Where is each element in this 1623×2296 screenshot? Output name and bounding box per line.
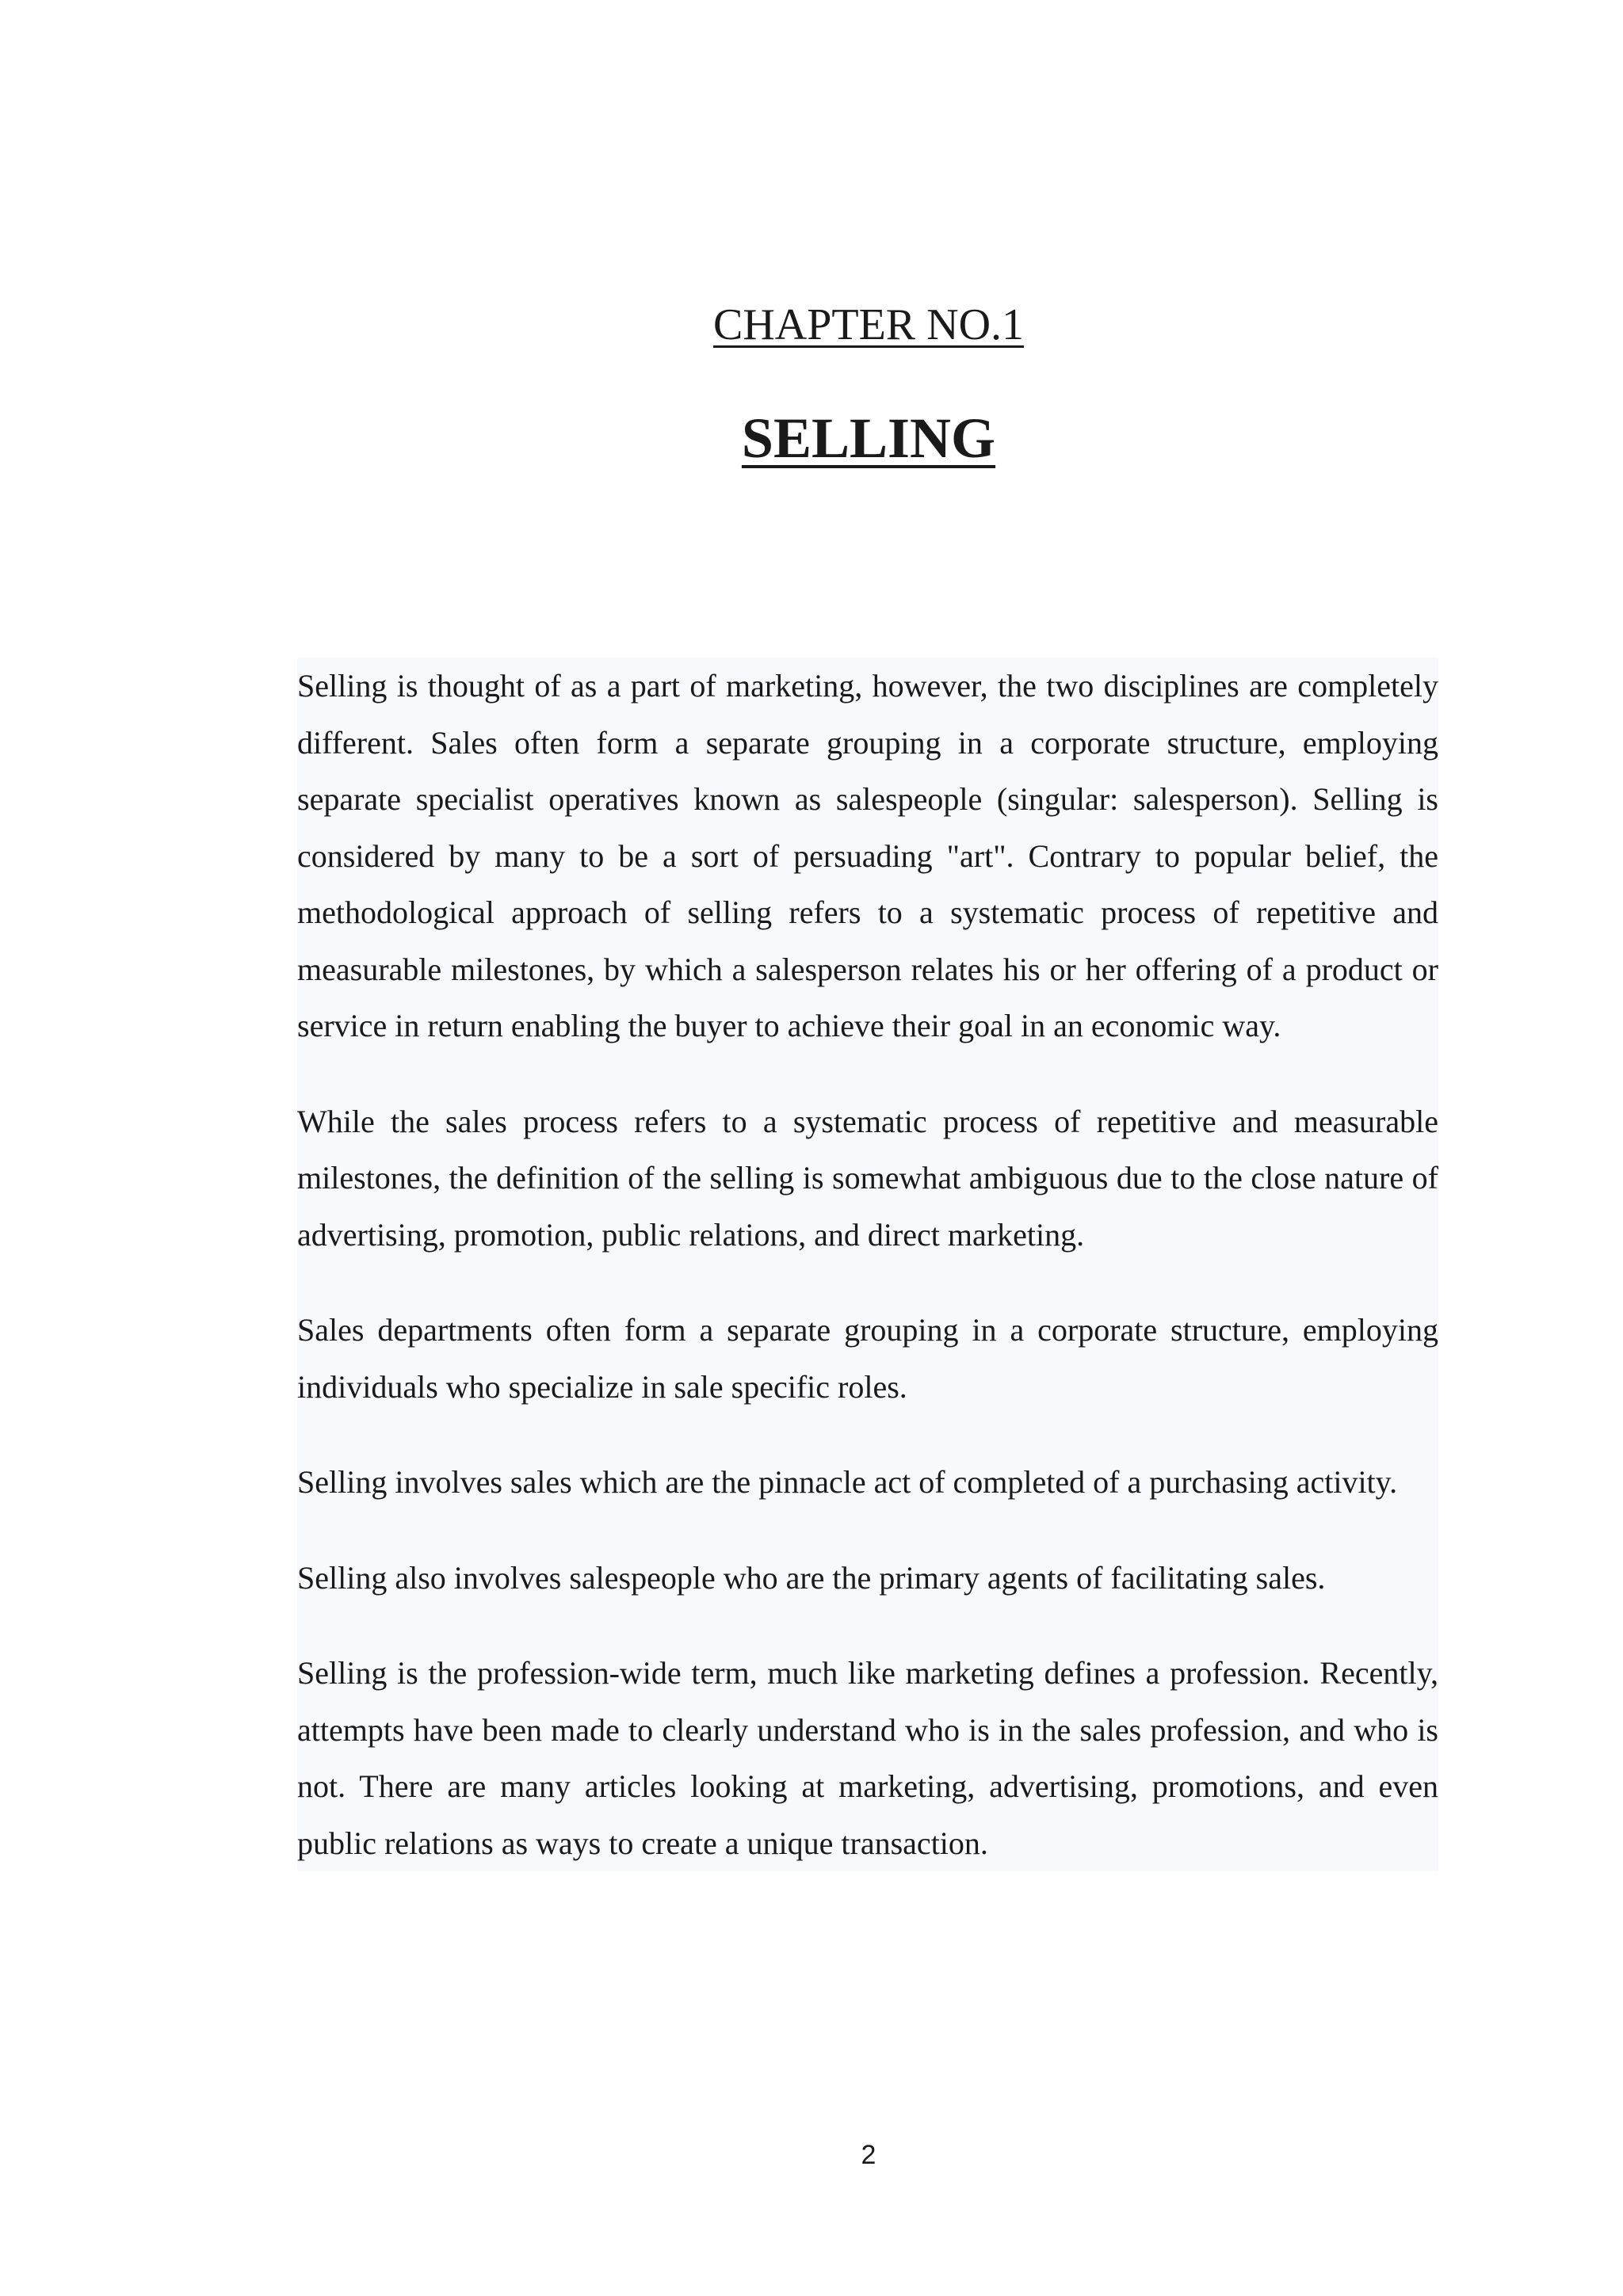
paragraph: While the sales process refers to a systematic process of repetitive and measurable milestones, the definition of the selling is somewhat ambiguous due to the close nature of advertising, promotion, public relations, and direct marketing. [297, 1103, 1438, 1253]
paragraph: Selling is thought of as a part of marketing, however, the two disciplines are completely different. Sales often form a separate grouping in a corporate structure, employing separate specialist operatives known as salespeople (singular: salesperson). Selling is considered by many to be a sort of persuading "art". Contrary to popular belief, the methodological approach of selling refers to a systematic process of repetitive and measurable milestones, by which a salesperson relates his or her offering of a product or service in return enabling the buyer to achieve their goal in an economic way. [297, 668, 1438, 1043]
paragraph: Selling involves sales which are the pinnacle act of completed of a purchasing activity. [297, 1464, 1398, 1500]
body-text [297, 658, 1438, 1871]
paragraph: Selling also involves salespeople who are the primary agents of facilitating sales. [297, 1559, 1326, 1596]
chapter-label: CHAPTER NO.1 [712, 300, 1025, 349]
page-number: 2 [861, 2140, 876, 2170]
paragraph: Sales departments often form a separate grouping in a corporate structure, employing individuals who specialize in sale specific roles. [297, 1312, 1438, 1405]
chapter-title: SELLING [741, 406, 996, 470]
paragraph: Selling is the profession-wide term, much like marketing defines a profession. Recently, attempts have been made to clearly understand who is in the sales profession, and who is not. There are many articles looking at marketing, advertising, promotions, and even public relations as ways to create a unique transaction. [297, 1655, 1438, 1861]
